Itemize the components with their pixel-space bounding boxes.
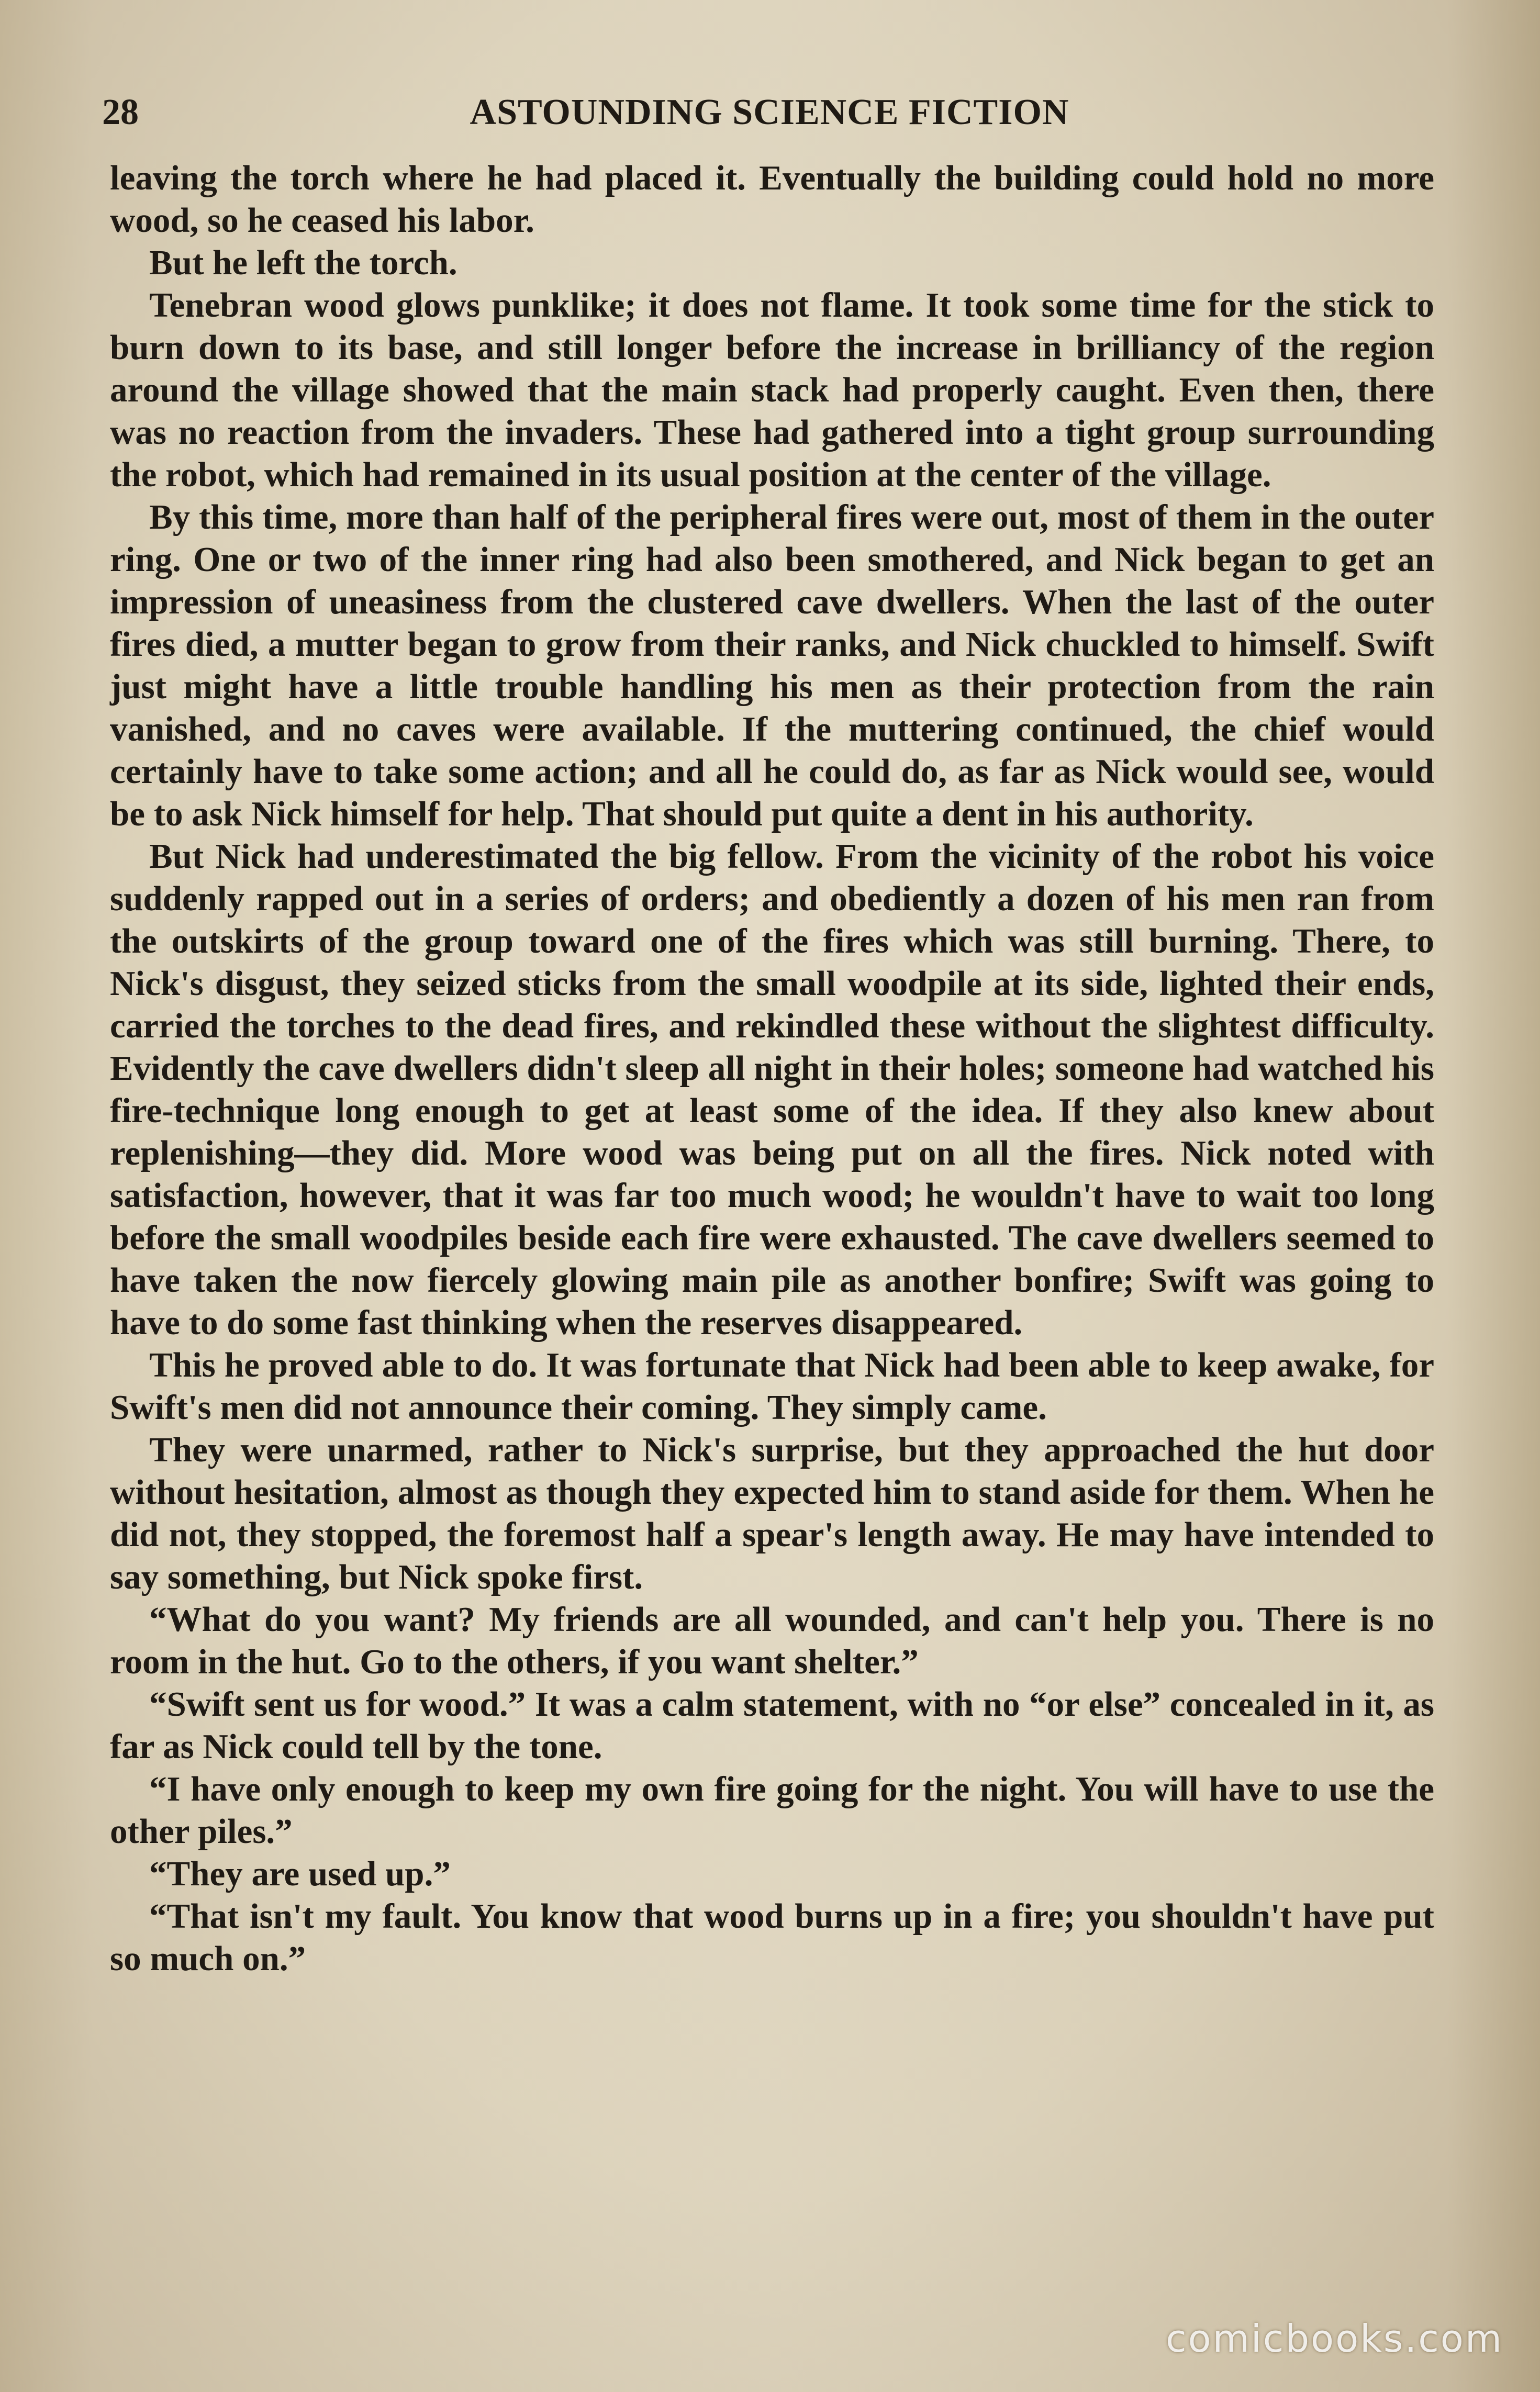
paragraph: This he proved able to do. It was fortunate that Nick had been able to keep awake, for Swift's men did not announce their coming. They simply came. bbox=[110, 1346, 1434, 1427]
paragraph: leaving the torch where he had placed it. Eventually the building could hold no more wood, so he ceased his labor. bbox=[110, 159, 1434, 240]
paragraph: “What do you want? My friends are all wounded, and can't help you. There is no room in the hut. Go to the others, if you want shelter.” bbox=[110, 1600, 1434, 1681]
watermark: comicbooks.com bbox=[1165, 2317, 1503, 2361]
body-text bbox=[110, 157, 1434, 1980]
running-title: ASTOUNDING SCIENCE FICTION bbox=[470, 92, 1069, 132]
paragraph: “They are used up.” bbox=[149, 1854, 451, 1893]
paragraph: They were unarmed, rather to Nick's surprise, but they approached the hut door without hesitation, almost as though they expected him to stand aside for them. When he did not, they stopped, the foremost half a spear's length away. He may have intended to say something, but Nick spoke first. bbox=[110, 1430, 1434, 1596]
paragraph: But he left the torch. bbox=[149, 243, 457, 282]
page-number: 28 bbox=[102, 92, 139, 132]
paragraph: By this time, more than half of the peripheral fires were out, most of them in the outer ring. One or two of the inner ring had also been smothered, and Nick began to get an impression of uneasiness from the clustered cave dwellers. When the last of the outer fires died, a mutter began to grow from their ranks, and Nick chuckled to himself. Swift just might have a little trouble handling his men as their protection from the rain vanished, and no caves were available. If the muttering continued, the chief would certainly have to take some action; and all he could do, as far as Nick would see, would be to ask Nick himself for help. That should put quite a dent in his authority. bbox=[110, 498, 1434, 833]
paragraph: Tenebran wood glows punklike; it does not flame. It took some time for the stick to burn down to its base, and still longer before the increase in brilliancy of the region around the village showed that the main stack had properly caught. Even then, there was no reaction from the invaders. These had gathered into a tight group surrounding the robot, which had remained in its usual position at the center of the village. bbox=[110, 286, 1434, 494]
paragraph: “I have only enough to keep my own fire going for the night. You will have to use the other piles.” bbox=[110, 1770, 1434, 1851]
paragraph: “Swift sent us for wood.” It was a calm statement, with no “or else” concealed in it, as far as Nick could tell by the tone. bbox=[110, 1685, 1434, 1766]
paragraph: “That isn't my fault. You know that wood burns up in a fire; you shouldn't have put so much on.” bbox=[110, 1897, 1434, 1978]
paragraph: But Nick had underestimated the big fellow. From the vicinity of the robot his voice suddenly rapped out in a series of orders; and obediently a dozen of his men ran from the outskirts of the group toward one of the fires which was still burning. There, to Nick's disgust, they seized sticks from the small woodpile at its side, lighted their ends, carried the torches to the dead fires, and rekindled these without the slightest difficulty. Evidently the cave dwellers didn't sleep all night in their holes; someone had watched his fire-technique long enough to get at least some of the idea. If they also knew about replenishing—they did. More wood was being put on all the fires. Nick noted with satisfaction, however, that it was far too much wood; he wouldn't have to wait too long before the small woodpiles beside each fire were exhausted. The cave dwellers seemed to have taken the now fiercely glowing main pile as another bonfire; Swift was going to have to do some fast thinking when the reserves disappeared. bbox=[110, 837, 1435, 1342]
page-header bbox=[102, 84, 1437, 141]
